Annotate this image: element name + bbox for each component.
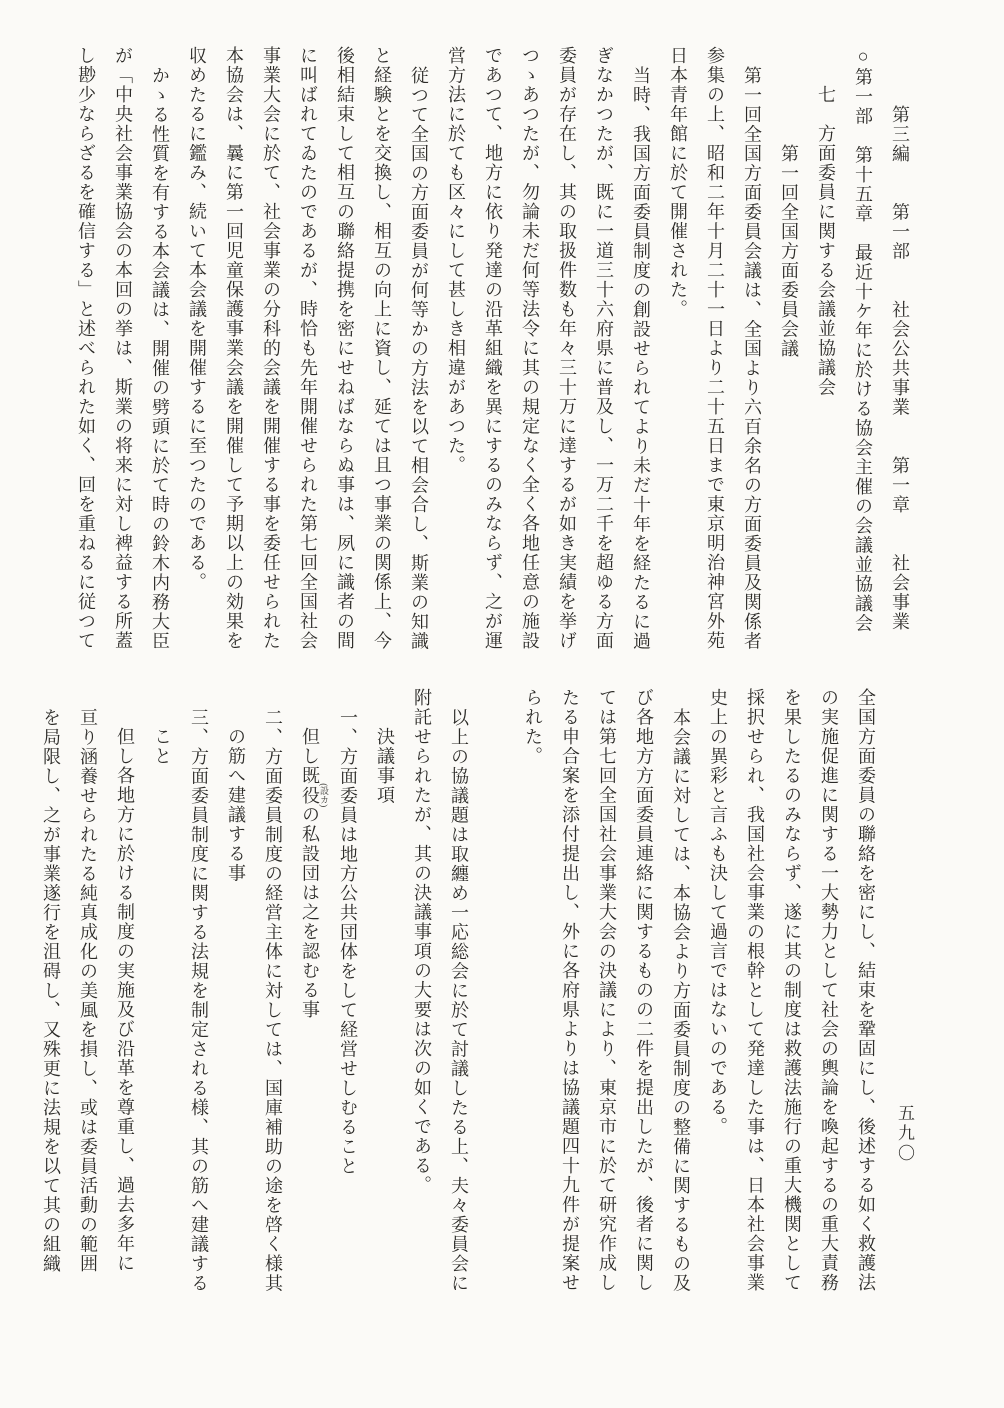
text-column: に叫ばれてゐたのであるが、時恰も先年開催せられた第七回全国社会 bbox=[298, 46, 318, 651]
text-column: び各地方方面委員連絡に関するものの二件を提出したが、後者に関し bbox=[634, 688, 654, 1293]
text-column: の筋へ建議する事 bbox=[226, 727, 246, 883]
subsection-title-column: 七 方面委員に関する会議並協議会 bbox=[816, 85, 836, 397]
text-column: の実施促進に関する一大勢力として社会の輿論を喚起するの重大責務 bbox=[819, 688, 839, 1293]
text-column: 第一回全国方面委員会議は、全国より六百余名の方面委員及関係者 bbox=[742, 65, 762, 651]
list-item-column: 三、方面委員制度に関する法規を制定される様、其の筋へ建議する bbox=[189, 707, 209, 1293]
list-item-column: 二、方面委員制度の経営主体に対しては、国庫補助の途を啓く様其 bbox=[263, 707, 283, 1293]
text-column: つゝあつたが、勿論未だ何等法令に其の規定なく全く各地任意の施設 bbox=[520, 46, 540, 651]
text-column: 本会議に対しては、本協会より方面委員制度の整備に関するもの及 bbox=[671, 707, 691, 1293]
annotated-character: 役 (設カ) bbox=[300, 783, 329, 808]
text-column: 参集の上、昭和二年十月二十一日より二十五日まで東京明治神宮外苑 bbox=[705, 46, 725, 651]
text-column: と経験とを交換し、相互の向上に資し、延ては且つ事業の関係上、今 bbox=[372, 46, 392, 651]
editorial-note: (設カ) bbox=[319, 783, 329, 808]
heading-column: 決議事項 bbox=[375, 727, 395, 805]
text-column: 採択せられ、我国社会事業の根幹として発達した事は、日本社会事業 bbox=[745, 688, 765, 1293]
text-column: 委員が存在し、其の取扱件数も年々三十万に達するが如き実績を挙げ bbox=[557, 46, 577, 651]
section-ref-column: ○第一部 第十五章 最近十ケ年に於ける協会主催の会議並協議会 bbox=[853, 46, 873, 633]
text-column: し尠少ならざるを確信する」と述べられた如く、回を重ねるに従つて bbox=[76, 46, 96, 651]
proviso-column: 但し既役 (設カ)の私設団は之を認むる事 bbox=[300, 727, 329, 1020]
text-column: 事業大会に於て、社会事業の分科的会議を開催する事を委任せられた bbox=[261, 46, 281, 651]
text-column: 史上の異彩と言ふも決して過言ではないのである。 bbox=[708, 688, 728, 1137]
text-column: ぎなかつたが、既に一道三十六府県に普及し、一万二千を超ゆる方面 bbox=[594, 46, 614, 651]
text-column: 附託せられたが、其の決議事項の大要は次の如くである。 bbox=[412, 688, 432, 1195]
text-column: たる申合案を添付提出し、外に各府県よりは協議題四十九件が提案せ bbox=[560, 688, 580, 1293]
page-number: 五九〇 bbox=[895, 1104, 914, 1164]
text-column: が「中央社会事業協会の本回の挙は、斯業の将来に対し裨益する所蓋 bbox=[113, 46, 133, 651]
heading-column: 第一回全国方面委員会議 bbox=[779, 143, 799, 358]
text-column: 従つて全国の方面委員が何等かの方法を以て相会合し、斯業の知識 bbox=[409, 65, 429, 651]
text-column: 本協会は、曩に第一回児童保護事業会議を開催して予期以上の効果を bbox=[224, 46, 244, 651]
text-column: を局限し、之が事業遂行を沮碍し、又殊更に法規を以て其の組織 bbox=[41, 707, 61, 1273]
text-column: 以上の協議題は取纏め一応総会に於て討議したる上、夫々委員会に bbox=[449, 707, 469, 1293]
text-column: 営方法に於ても区々にして甚しき相違があつた。 bbox=[446, 46, 466, 475]
text-column: 当時、我国方面委員制度の創設せられてより未だ十年を経たるに過 bbox=[631, 65, 651, 651]
text-column: 後相結束して相互の聯絡提携を密にせねばならぬ事は、夙に識者の間 bbox=[335, 46, 355, 651]
top-text-block bbox=[67, 46, 918, 672]
running-head: 第三編 第一部 社会公共事業 第一章 社会事業 bbox=[890, 104, 910, 631]
text-column: 全国方面委員の聯絡を密にし、結束を鞏固にし、後述する如く救護法 bbox=[856, 688, 876, 1293]
text-column: 収めたるに鑑み、続いて本会議を開催するに至つたのである。 bbox=[187, 46, 207, 592]
list-item-column: 一、方面委員は地方公共団体をして経営せしむること bbox=[338, 707, 358, 1176]
text-column: 日本青年館に於て開催された。 bbox=[668, 46, 688, 319]
text-column: であつて、地方に依り発達の沿革組織を異にするのみならず、之が運 bbox=[483, 46, 503, 651]
proviso-column: 但し各地方に於ける制度の実施及び沿革を尊重し、過去多年に bbox=[115, 727, 135, 1273]
text-column: かゝる性質を有する本会議は、開催の劈頭に於て時の鈴木内務大臣 bbox=[150, 65, 170, 651]
text-column: 亘り涵養せられたる純真成化の美風を損し、或は委員活動の範囲 bbox=[78, 707, 98, 1273]
text-column: られた。 bbox=[523, 688, 543, 766]
bottom-text-block bbox=[32, 688, 884, 1328]
text-column: を果したるのみならず、遂に其の制度は救護法施行の重大機関として bbox=[782, 688, 802, 1293]
text-column: ては第七回全国社会事業大会の決議により、東京市に於て研究作成し bbox=[597, 688, 617, 1293]
text-column: こと bbox=[152, 727, 172, 766]
